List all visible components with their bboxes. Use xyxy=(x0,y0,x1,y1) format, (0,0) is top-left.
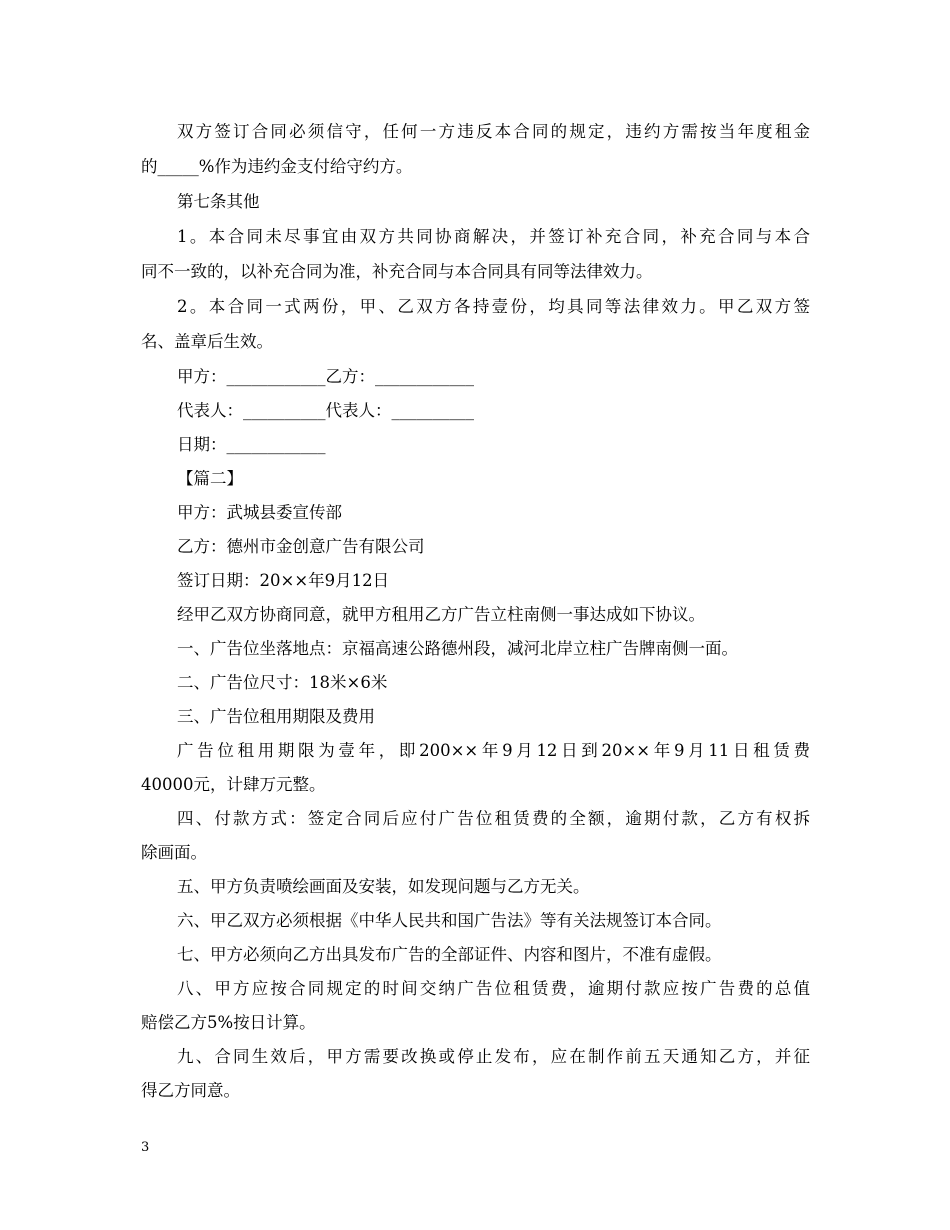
paragraph-line: 名、盖章后生效。 xyxy=(141,332,273,351)
clause-line: 二、广告位尺寸：18米×6米 xyxy=(177,673,388,692)
paragraph-line: 的_____%作为违约金支付给守约方。 xyxy=(141,157,413,176)
clause-line: 三、广告位租用期限及费用 xyxy=(177,707,375,726)
clause-line: 得乙方同意。 xyxy=(141,1081,240,1100)
clause-line: 六、甲乙双方必须根据《中华人民共和国广告法》等有关法规签订本合同。 xyxy=(177,911,722,930)
clause-line: 九、合同生效后，甲方需要改换或停止发布，应在制作前五天通知乙方，并征 xyxy=(177,1047,810,1066)
signature-line-representatives: 代表人：__________代表人：__________ xyxy=(177,401,474,420)
clause-line: 四、付款方式：签定合同后应付广告位租赁费的全额，逾期付款，乙方有权拆 xyxy=(177,809,810,828)
paragraph-line: 双方签订合同必须信守，任何一方违反本合同的规定，违约方需按当年度租金 xyxy=(177,122,810,141)
paragraph-line: 2。本合同一式两份，甲、乙双方各持壹份，均具同等法律效力。甲乙双方签 xyxy=(177,297,810,316)
signature-line-parties: 甲方：____________乙方：____________ xyxy=(177,367,474,386)
party-a-line: 甲方：武城县委宣传部 xyxy=(177,503,342,522)
clause-line: 赔偿乙方5%按日计算。 xyxy=(141,1013,316,1032)
clause-line: 五、甲方负责喷绘画面及安装，如发现问题与乙方无关。 xyxy=(177,877,590,896)
section-heading: 第七条其他 xyxy=(177,192,260,211)
paragraph-line: 经甲乙双方协商同意，就甲方租用乙方广告立柱南侧一事达成如下协议。 xyxy=(177,605,705,624)
clause-line: 一、广告位坐落地点：京福高速公路德州段，减河北岸立柱广告牌南侧一面。 xyxy=(177,639,738,658)
party-b-line: 乙方：德州市金创意广告有限公司 xyxy=(177,537,425,556)
clause-line: 除画面。 xyxy=(141,843,207,862)
part-heading: 【篇二】 xyxy=(177,469,243,488)
paragraph-line: 40000元，计肆万元整。 xyxy=(141,775,326,794)
paragraph-line: 广告位租用期限为壹年，即200××年9月12日到20××年9月11日租赁费 xyxy=(177,741,810,760)
signature-line-date: 日期：____________ xyxy=(177,435,326,454)
clause-line: 七、甲方必须向乙方出具发布广告的全部证件、内容和图片，不准有虚假。 xyxy=(177,945,722,964)
paragraph-line: 同不一致的，以补充合同为准，补充合同与本合同具有同等法律效力。 xyxy=(141,262,653,281)
paragraph-line: 1。本合同未尽事宜由双方共同协商解决，并签订补充合同，补充合同与本合 xyxy=(177,227,810,246)
clause-line: 八、甲方应按合同规定的时间交纳广告位租赁费，逾期付款应按广告费的总值 xyxy=(177,979,810,998)
signing-date-line: 签订日期：20××年9月12日 xyxy=(177,571,390,590)
page-number: 3 xyxy=(141,1140,150,1155)
